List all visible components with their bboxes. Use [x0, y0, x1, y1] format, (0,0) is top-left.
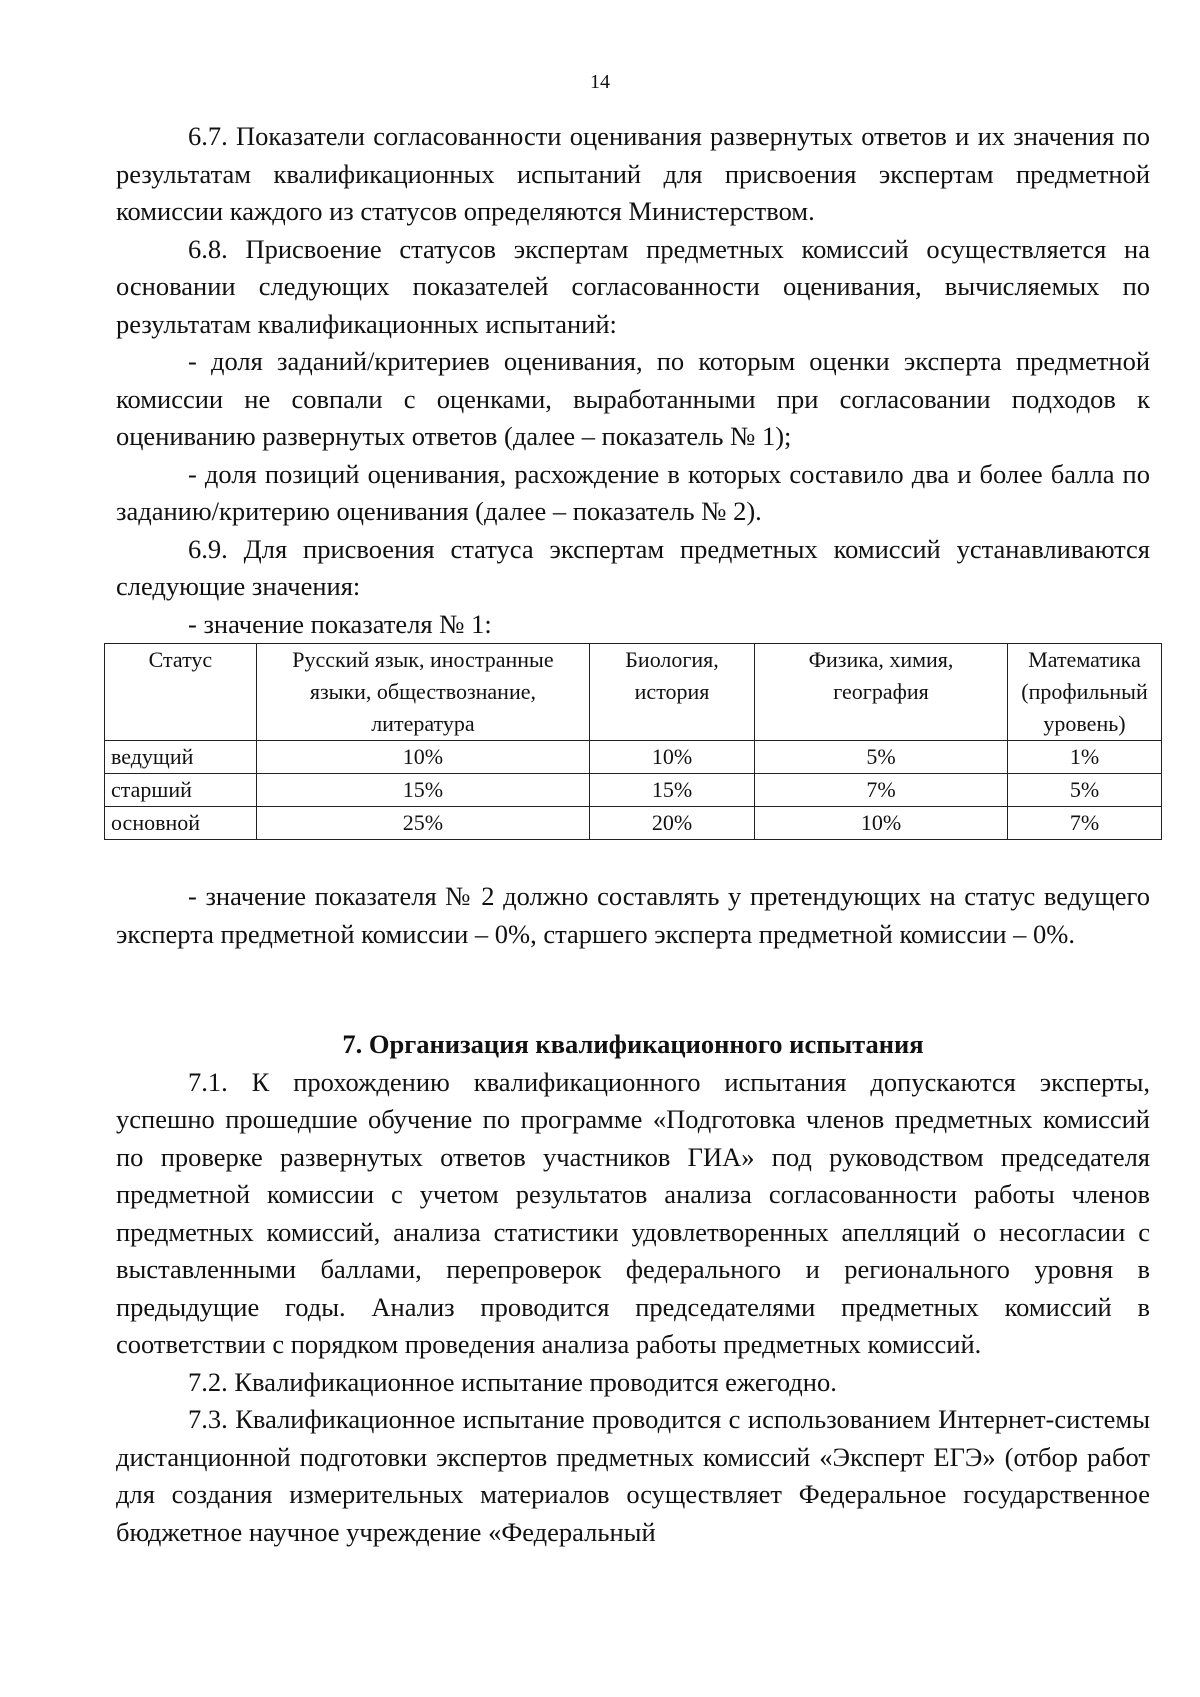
table-cell: 20%: [590, 807, 755, 840]
table-cell: 7%: [1008, 807, 1162, 840]
indicator-1-table: [104, 643, 1162, 840]
table-cell: 5%: [755, 741, 1008, 774]
indicator-2-paragraph: - значение показателя № 2 должно составлять у претендующих на статус ведущего эксперта предметной комиссии – 0%, старшего эксперта предметной комиссии – 0%.: [116, 881, 1150, 949]
paragraph-6-8: 6.8. Присвоение статусов экспертам предметных комиссий осуществляется на основании следующих показателей согласованности оценивания, вычисляемых по результатам квалификационных испытаний:: [116, 233, 1150, 339]
table-cell: 5%: [1008, 774, 1162, 807]
table-cell: 10%: [755, 807, 1008, 840]
table-cell: ведущий: [105, 741, 257, 774]
paragraph-7-1: 7.1. К прохождению квалификационного испытания допускаются эксперты, успешно прошедшие обучение по программе «Подготовка членов предметных комиссий по проверке развернутых ответов участников ГИА» под руководством председателя предметной комиссии с учетом результатов анализа согласованности работы членов предметных комиссий, анализа статистики удовлетворенных апелляций о несогласии с выставленными баллами, перепроверок федерального и регионального уровня в предыдущие годы. Анализ проводится председателями предметных комиссий в соответствии с порядком проведения анализа работы предметных комиссий.: [116, 1066, 1150, 1359]
table-cell: старший: [105, 774, 257, 807]
header-status: Статус: [105, 644, 257, 741]
section-7-heading: 7. Организация квалификационного испытания: [342, 1029, 924, 1059]
paragraph-7-2: 7.2. Квалификационное испытание проводится ежегодно.: [188, 1366, 837, 1397]
table-header-row: [105, 644, 1162, 741]
table-cell: 15%: [590, 774, 755, 807]
indicator-1-label: - значение показателя № 1:: [188, 608, 492, 639]
table-cell: 25%: [256, 807, 589, 840]
table-row: [105, 741, 1162, 774]
bullet-indicator-1: - доля заданий/критериев оценивания, по которым оценки эксперта предметной комиссии не совпали с оценками, выработанными при согласовании подходов к оцениванию развернутых ответов (далее – показатель № 1);: [116, 346, 1150, 451]
table-cell: 10%: [590, 741, 755, 774]
header-math: Математика (профильный уровень): [1008, 644, 1162, 741]
header-biology-history: Биология, история: [590, 644, 755, 741]
table-cell: 1%: [1008, 741, 1162, 774]
section-6-upper: [116, 118, 1150, 643]
header-physics-chemistry: Физика, химия, география: [755, 644, 1008, 741]
table-cell: 10%: [256, 741, 589, 774]
section-6-lower: [116, 878, 1150, 953]
table-cell: 15%: [256, 774, 589, 807]
table-row: [105, 807, 1162, 840]
table-cell: 7%: [755, 774, 1008, 807]
paragraph-7-3: 7.3. Квалификационное испытание проводится с использованием Интернет-системы дистанционной подготовки экспертов предметных комиссий «Эксперт ЕГЭ» (отбор работ для создания измерительных материалов осуществляет Федеральное государственное бюджетное научное учреждение «Федеральный: [116, 1404, 1150, 1547]
page-number: 14: [590, 71, 610, 93]
table-row: [105, 774, 1162, 807]
paragraph-6-7: 6.7. Показатели согласованности оценивания развернутых ответов и их значения по результатам квалификационных испытаний для присвоения экспертам предметной комиссии каждого из статусов определяются Министерством.: [116, 121, 1150, 226]
table-cell: основной: [105, 807, 257, 840]
header-russian-languages: Русский язык, иностранные языки, обществознание, литература: [256, 644, 589, 741]
paragraph-6-9: 6.9. Для присвоения статуса экспертам предметных комиссий устанавливаются следующие значения:: [116, 533, 1150, 601]
bullet-indicator-2: - доля позиций оценивания, расхождение в которых составило два и более балла по заданию/критерию оценивания (далее – показатель № 2).: [116, 458, 1150, 526]
section-7: [116, 1026, 1150, 1551]
